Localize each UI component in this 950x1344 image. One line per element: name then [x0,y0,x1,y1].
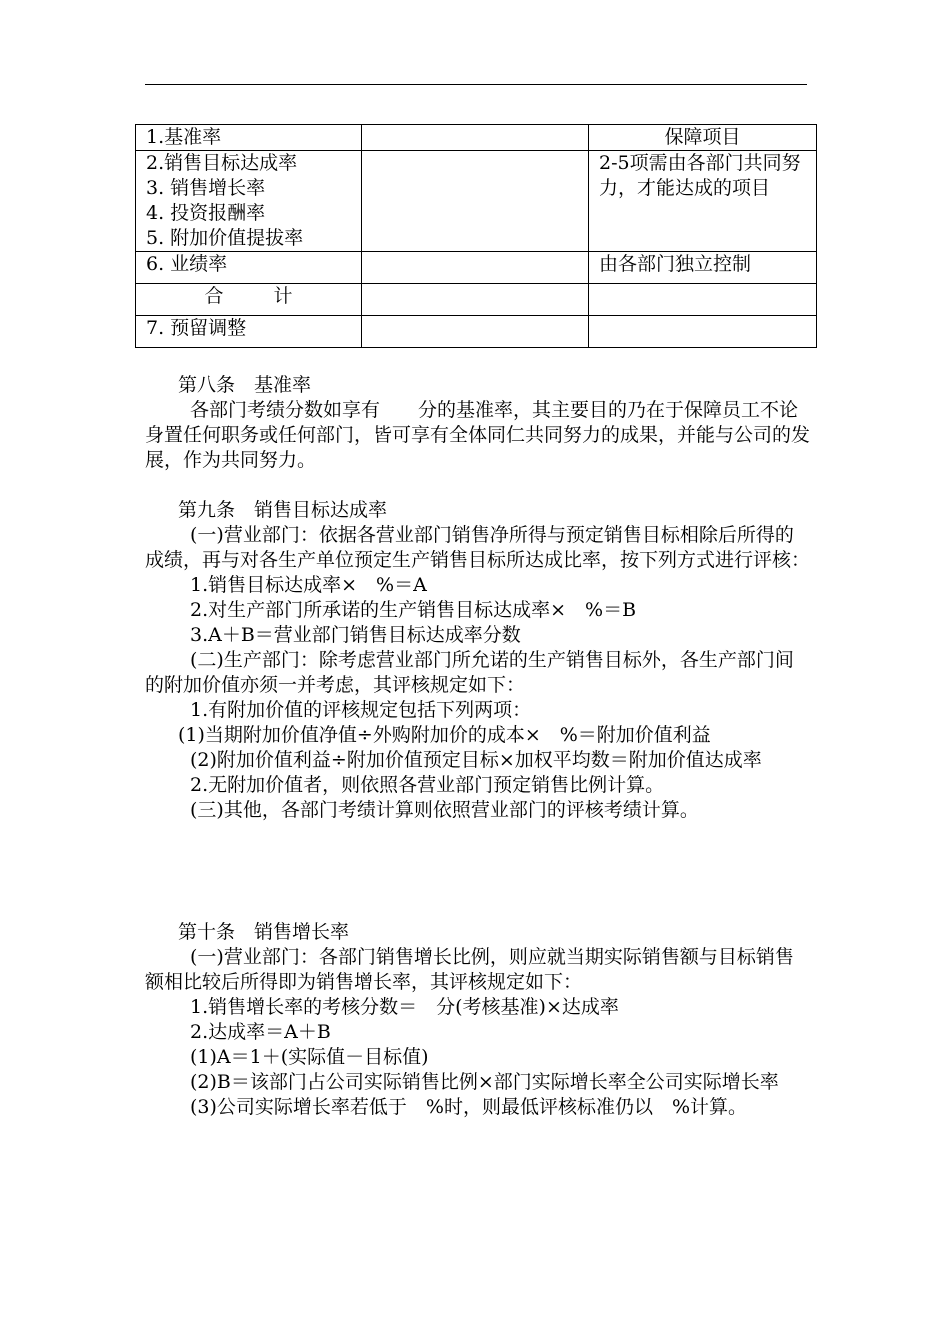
paragraph: 2.达成率＝A＋B [190,1021,331,1043]
paragraph: 1.销售目标达成率× %＝A [190,574,427,596]
table-cell-score [362,151,589,252]
paragraph: (三)其他，各部门考绩计算则依照营业部门的评核考绩计算。 [190,799,699,821]
article-8 [145,373,810,473]
table-cell-score [362,316,589,348]
table-cell-note: 2-5项需由各部门共同努力，才能达成的项目 [589,151,817,252]
paragraph: 各部门考绩分数如享有 分的基准率，其主要目的乃在于保障员工不论身置任何职务或任何部门，皆可享有全体同仁共同努力的成果，并能与公司的发展，作为共同努力。 [145,399,811,471]
article-10 [145,920,810,1120]
article-9 [145,498,810,823]
article-heading: 第八条 基准率 [178,374,312,396]
table-cell-total-label: 合 计 [136,284,362,316]
table-cell-score [362,252,589,284]
paragraph: (一)营业部门：各部门销售增长比例，则应就当期实际销售额与目标销售额相比较后所得即为销售增长率，其评核规定如下： [145,946,794,993]
table-cell-item: 7. 预留调整 [136,316,362,348]
table-cell-score [362,125,589,151]
score-table [135,124,817,348]
table-cell-note [589,316,817,348]
paragraph: 1.有附加价值的评核规定包括下列两项： [190,699,532,721]
paragraph: 2.对生产部门所承诺的生产销售目标达成率× %＝B [190,599,637,621]
paragraph: 1.销售增长率的考核分数＝ 分(考核基准)×达成率 [190,996,619,1018]
paragraph: (1)A＝1＋(实际值－目标值) [190,1046,429,1068]
paragraph: 3.A＋B＝营业部门销售目标达成率分数 [190,624,521,646]
article-heading: 第十条 销售增长率 [178,921,350,943]
table-cell-note: 由各部门独立控制 [589,252,817,284]
paragraph: 2.无附加价值者，则依照各营业部门预定销售比例计算。 [190,774,665,796]
paragraph: (二)生产部门：除考虑营业部门所允诺的生产销售目标外，各生产部门间的附加价值亦须一并考虑，其评核规定如下： [145,649,794,696]
table-row [136,252,817,284]
table-cell-item: 1.基准率 [136,125,362,151]
article-heading: 第九条 销售目标达成率 [178,499,388,521]
table-row [136,151,817,252]
table-cell-note [589,284,817,316]
paragraph: (2)B＝该部门占公司实际销售比例×部门实际增长率全公司实际增长率 [190,1071,779,1093]
paragraph: (一)营业部门：依据各营业部门销售净所得与预定销售目标相除后所得的成绩，再与对各生产单位预定生产销售目标所达成比率，按下列方式进行评核： [145,524,811,571]
table-cell-item: 2.销售目标达成率 3. 销售增长率 4. 投资报酬率 5. 附加价值提拔率 [136,151,362,252]
paragraph: (2)附加价值利益÷附加价值预定目标×加权平均数＝附加价值达成率 [190,749,762,771]
paragraph: (1)当期附加价值净值÷外购附加价的成本× %＝附加价值利益 [178,724,711,746]
table-row [136,284,817,316]
table-row [136,316,817,348]
table-cell-note: 保障项目 [589,125,817,151]
table-cell-score [362,284,589,316]
table-cell-item: 6. 业绩率 [136,252,362,284]
header-rule [145,84,807,85]
table-row [136,125,817,151]
paragraph: (3)公司实际增长率若低于 %时，则最低评核标准仍以 %计算。 [190,1096,748,1118]
